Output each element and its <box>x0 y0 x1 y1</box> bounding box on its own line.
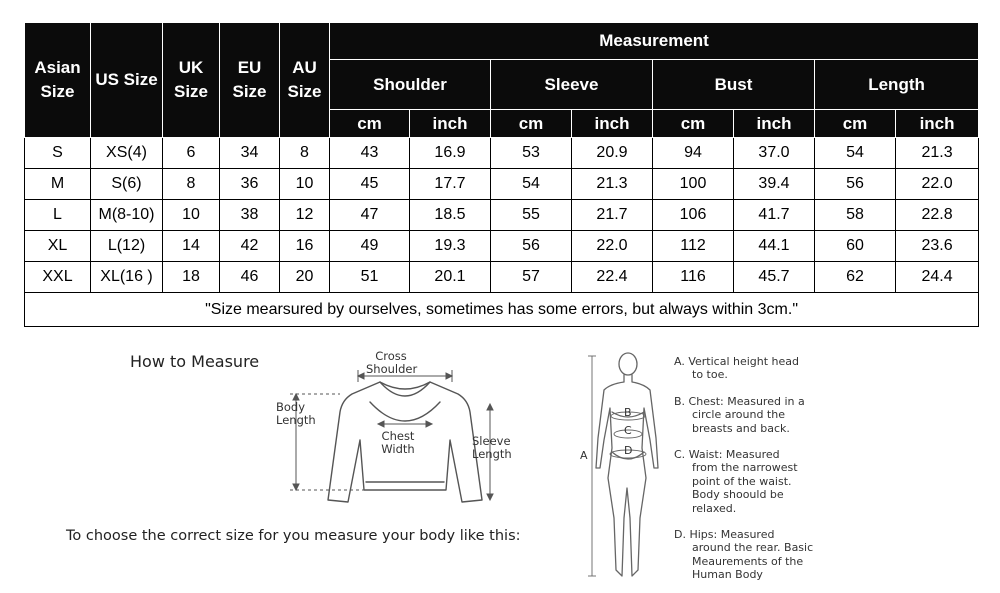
table-cell: 21.7 <box>572 200 653 231</box>
table-cell: 24.4 <box>896 262 979 293</box>
legend-rest: to toe. <box>692 368 728 382</box>
legend-rest: circle around the breasts and back. <box>692 408 790 435</box>
table-cell: 18 <box>163 262 220 293</box>
table-cell: 22.0 <box>896 169 979 200</box>
table-row <box>25 262 979 293</box>
table-cell: 112 <box>653 231 734 262</box>
unit-header: cm <box>330 110 410 138</box>
header-length: Length <box>815 60 979 110</box>
table-cell: 20.9 <box>572 138 653 169</box>
legend-item-b <box>674 395 844 435</box>
table-cell: 116 <box>653 262 734 293</box>
table-cell: 19.3 <box>410 231 491 262</box>
legend-letter: C. <box>674 448 686 461</box>
table-cell: 22.0 <box>572 231 653 262</box>
table-row <box>25 169 979 200</box>
table-cell: 42 <box>220 231 280 262</box>
legend-item-d <box>674 528 844 582</box>
table-cell: 41.7 <box>734 200 815 231</box>
table-cell: 94 <box>653 138 734 169</box>
size-chart-table <box>24 22 979 327</box>
table-cell: 21.3 <box>896 138 979 169</box>
table-cell: 38 <box>220 200 280 231</box>
legend-item-a <box>674 355 844 382</box>
table-cell: 14 <box>163 231 220 262</box>
table-cell: 56 <box>491 231 572 262</box>
table-cell: 8 <box>163 169 220 200</box>
header-measurement: Measurement <box>330 23 979 60</box>
table-cell: 34 <box>220 138 280 169</box>
header-sleeve: Sleeve <box>491 60 653 110</box>
table-cell: 23.6 <box>896 231 979 262</box>
table-cell: 10 <box>163 200 220 231</box>
table-cell: 18.5 <box>410 200 491 231</box>
table-cell: 16 <box>280 231 330 262</box>
header-asian-size: Asian Size <box>25 23 91 138</box>
table-cell: 20.1 <box>410 262 491 293</box>
table-cell: 8 <box>280 138 330 169</box>
legend-letter: A. <box>674 355 685 368</box>
unit-header: inch <box>734 110 815 138</box>
table-cell: 39.4 <box>734 169 815 200</box>
table-cell: 20 <box>280 262 330 293</box>
table-cell: XS(4) <box>91 138 163 169</box>
cross-shoulder-label: Cross Shoulder <box>366 349 418 376</box>
table-row <box>25 138 979 169</box>
chest-width-label: Chest Width <box>381 429 415 456</box>
body-diagram <box>580 348 670 588</box>
marker-b: B <box>624 406 632 419</box>
table-cell: 36 <box>220 169 280 200</box>
legend-letter: D. <box>674 528 686 541</box>
legend-first-line: Waist: Measured <box>688 448 780 461</box>
table-cell: XL <box>25 231 91 262</box>
table-cell: 58 <box>815 200 896 231</box>
table-cell: 54 <box>491 169 572 200</box>
table-cell: S <box>25 138 91 169</box>
legend-item-c <box>674 448 844 515</box>
unit-header: cm <box>491 110 572 138</box>
sleeve-length-label: Sleeve Length <box>472 434 512 461</box>
marker-c: C <box>624 424 632 437</box>
size-table-body <box>25 138 979 293</box>
table-cell: 106 <box>653 200 734 231</box>
header-uk-size: UK Size <box>163 23 220 138</box>
table-cell: M(8-10) <box>91 200 163 231</box>
legend-rest: around the rear. Basic Meaurements of the Human Body <box>692 541 814 582</box>
table-cell: S(6) <box>91 169 163 200</box>
table-row <box>25 200 979 231</box>
table-cell: XL(16 ) <box>91 262 163 293</box>
header-au-size: AU Size <box>280 23 330 138</box>
table-cell: 44.1 <box>734 231 815 262</box>
unit-header: inch <box>572 110 653 138</box>
table-cell: 37.0 <box>734 138 815 169</box>
table-cell: 47 <box>330 200 410 231</box>
legend-first-line: Chest: Measured in a <box>688 395 805 408</box>
table-cell: 6 <box>163 138 220 169</box>
table-cell: 45.7 <box>734 262 815 293</box>
table-cell: 46 <box>220 262 280 293</box>
unit-header: inch <box>896 110 979 138</box>
table-cell: 100 <box>653 169 734 200</box>
legend-rest: from the narrowest point of the waist. Body shoould be relaxed. <box>692 461 798 515</box>
unit-header: cm <box>815 110 896 138</box>
legend-first-line: Hips: Measured <box>689 528 775 541</box>
table-cell: 57 <box>491 262 572 293</box>
table-row <box>25 231 979 262</box>
unit-header: cm <box>653 110 734 138</box>
body-length-label: Body Length <box>276 400 316 427</box>
table-cell: 21.3 <box>572 169 653 200</box>
marker-d: D <box>624 444 633 457</box>
table-cell: XXL <box>25 262 91 293</box>
table-cell: M <box>25 169 91 200</box>
table-cell: 51 <box>330 262 410 293</box>
table-cell: L <box>25 200 91 231</box>
table-cell: 53 <box>491 138 572 169</box>
table-cell: 56 <box>815 169 896 200</box>
table-cell: L(12) <box>91 231 163 262</box>
header-eu-size: EU Size <box>220 23 280 138</box>
table-cell: 60 <box>815 231 896 262</box>
table-cell: 62 <box>815 262 896 293</box>
how-to-measure-title: How to Measure <box>130 352 260 371</box>
table-cell: 45 <box>330 169 410 200</box>
head-shape <box>619 353 637 375</box>
instruction-text: To choose the correct size for you measure your body like this: <box>66 528 521 544</box>
table-cell: 55 <box>491 200 572 231</box>
table-cell: 22.4 <box>572 262 653 293</box>
measurement-note: "Size mearsured by ourselves, sometimes has some errors, but always within 3cm." <box>25 293 979 327</box>
legend-letter: B. <box>674 395 686 408</box>
table-cell: 16.9 <box>410 138 491 169</box>
marker-a: A <box>580 449 588 462</box>
table-cell: 17.7 <box>410 169 491 200</box>
header-bust: Bust <box>653 60 815 110</box>
legend-first-line: Vertical height head <box>688 355 800 368</box>
table-cell: 54 <box>815 138 896 169</box>
table-cell: 43 <box>330 138 410 169</box>
header-us-size: US Size <box>91 23 163 138</box>
table-cell: 12 <box>280 200 330 231</box>
unit-header: inch <box>410 110 491 138</box>
table-cell: 10 <box>280 169 330 200</box>
header-shoulder: Shoulder <box>330 60 491 110</box>
table-cell: 22.8 <box>896 200 979 231</box>
table-cell: 49 <box>330 231 410 262</box>
